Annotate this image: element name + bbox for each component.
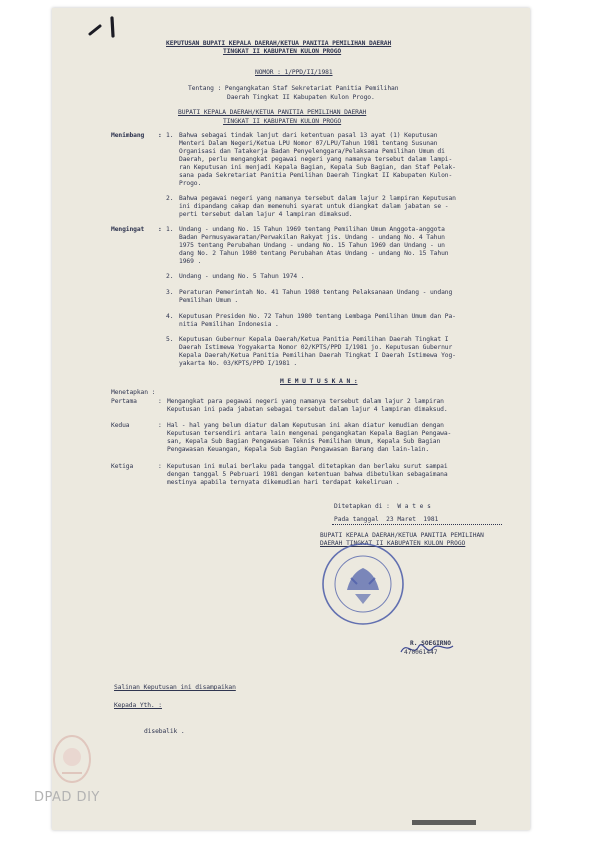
- mengingat-item-4-number: 4.: [166, 313, 174, 320]
- text-line: dengan tanggal 5 Pebruari 1981 dengan ketentuan bahwa dibetulkan sebagaimana: [167, 471, 448, 478]
- text-line: ran Keputusan ini menjadi Kepala Bagian, Kepala Sub Bagian, dan Staf Pelak-: [179, 164, 456, 171]
- decree-number: NOMOR : 1/PPD/II/1981: [255, 69, 333, 76]
- kedua-colon: :: [158, 422, 162, 429]
- official-nip: 470061447: [404, 649, 438, 656]
- ketiga-label: Ketiga: [111, 463, 134, 470]
- pertama-colon: :: [158, 398, 162, 405]
- date-underline: [332, 524, 502, 525]
- mengingat-item-2: Undang - undang No. 5 Tahun 1974 .: [179, 273, 305, 280]
- text-line: Pemilihan Umum .: [179, 297, 239, 304]
- watermark: DPAD DIY: [34, 790, 100, 805]
- header-title-1: KEPUTUSAN BUPATI KEPALA DAERAH/KETUA PANITIA PEMILIHAN DAERAH: [166, 40, 392, 47]
- document-sheet: [52, 8, 530, 830]
- archive-emblem-icon: [50, 733, 94, 785]
- mengingat-item-1-number: 1.: [166, 226, 174, 233]
- text-line: dang No. 2 Tahun 1980 tentang Perubahan Atas Undang - undang No. 15 Tahun: [179, 250, 449, 257]
- text-line: 1969 .: [179, 258, 202, 265]
- header-title-3: BUPATI KEPALA DAERAH/KETUA PANITIA PEMILIHAN DAERAH: [178, 109, 367, 116]
- text-line: Menteri Dalam Negeri/Ketua LPU Nomor 07/LPU/Tahun 1981 tentang Susunan: [179, 140, 438, 147]
- text-line: nitia Pemilihan Indonesia .: [179, 321, 279, 328]
- text-line: 1975 tentang Perubahan Undang - undang No. 15 Tahun 1969 dan Undang - un: [179, 242, 445, 249]
- place-of-issue: Ditetapkan di : W a t e s: [334, 503, 431, 510]
- memutuskan-heading: M E M U T U S K A N :: [280, 378, 358, 385]
- text-line: Undang - undang No. 15 Tahun 1969 tentang Pemilihan Umum Anggota-anggota: [179, 226, 445, 233]
- text-line: Organisasi dan Tatakerja Badan Penyelenggara/Pelaksana Pemilihan Umum di: [179, 148, 445, 155]
- ink-mark: [412, 820, 476, 825]
- text-line: Bahwa pegawai negeri yang namanya tersebut dalam lajur 2 lampiran Keputusan: [179, 195, 456, 202]
- pertama-label: Pertama: [111, 398, 137, 405]
- menimbang-colon: :: [158, 132, 162, 139]
- menetapkan-label: Menetapkan :: [111, 389, 156, 396]
- text-line: Daerah Istimewa Yogyakarta Nomor 02/KPTS/PPD I/1981 jo. Keputusan Gubernur: [179, 344, 453, 351]
- text-line: san, Kepala Sub Bagian Pengawasan Teknis Pemilihan Umum, Kepala Sub Bagian: [167, 438, 441, 445]
- text-line: yakarta No. 03/KPTS/PPD I/1981 .: [179, 360, 298, 367]
- salinan-note: Salinan Keputusan ini disampaikan: [114, 684, 236, 691]
- menimbang-item-1-number: 1.: [166, 132, 174, 139]
- text-line: Kepala Daerah/Ketua Panitia Pemilihan Daerah Tingkat I Daerah Istimewa Yog-: [179, 352, 456, 359]
- disebalik-note: disebalik .: [144, 728, 185, 735]
- mengingat-colon: :: [158, 226, 162, 233]
- text-line: Badan Permusyawaratan/Perwakilan Rakyat jis. Undang - undang No. 4 Tahun: [179, 234, 445, 241]
- header-title-4: TINGKAT II KABUPATEN KULON PROGO: [223, 118, 342, 125]
- mengingat-item-2-number: 2.: [166, 273, 174, 280]
- tentang-line-1: Tentang : Pengangkatan Staf Sekretariat Panitia Pemilihan: [188, 85, 399, 92]
- ketiga-colon: :: [158, 463, 162, 470]
- pen-scribble: [88, 14, 128, 40]
- text-line: Hal - hal yang belum diatur dalam Keputusan ini akan diatur kemudian dengan: [167, 422, 444, 429]
- date-of-issue: Pada tanggal 23 Maret 1981: [334, 516, 439, 523]
- mengingat-item-3-number: 3.: [166, 289, 174, 296]
- text-line: ini dipandang cakap dan memenuhi syarat untuk diangkat dalam jabatan se -: [179, 203, 449, 210]
- text-line: Keputusan ini mulai berlaku pada tanggal ditetapkan dan berlaku surut sampai: [167, 463, 448, 470]
- header-title-2: TINGKAT II KABUPATEN KULON PROGO: [223, 48, 342, 55]
- text-line: perti tersebut dalam lajur 4 lampiran dimaksud.: [179, 211, 353, 218]
- text-line: Progo.: [179, 180, 202, 187]
- text-line: Keputusan Gubernur Kepala Daerah/Ketua Panitia Pemilihan Daerah Tingkat I: [179, 336, 449, 343]
- text-line: Pengawasan Keuangan, Kepala Sub Bagian Pengawasan Barang dan lain-lain.: [167, 446, 430, 453]
- official-title-2: DAERAH TINGKAT II KABUPATEN KULON PROGO: [320, 540, 466, 547]
- official-stamp-icon: [317, 538, 409, 630]
- text-line: Keputusan Presiden No. 72 Tahun 1980 tentang Lembaga Pemilihan Umum dan Pa-: [179, 313, 456, 320]
- text-line: Keputusan ini pada jabatan sebagai tersebut dalam lajur 4 lampiran dimaksud.: [167, 406, 448, 413]
- text-line: mestinya apabila ternyata dikemudian hari terdapat kekeliruan .: [167, 479, 400, 486]
- text-line: Keputusan tersendiri antara lain mengenai pengangkatan Kepala Bagian Pengawa-: [167, 430, 452, 437]
- text-line: Bahwa sebagai tindak lanjut dari ketentuan pasal 13 ayat (1) Keputusan: [179, 132, 438, 139]
- tentang-line-2: Daerah Tingkat II Kabupaten Kulon Progo.: [227, 94, 375, 101]
- mengingat-label: Mengingat: [111, 226, 145, 233]
- text-line: Peraturan Pemerintah No. 41 Tahun 1980 tentang Pelaksanaan Undang - undang: [179, 289, 453, 296]
- menimbang-label: Menimbang: [111, 132, 145, 139]
- kedua-label: Kedua: [111, 422, 130, 429]
- kepada-line: Kepada Yth. :: [114, 702, 162, 709]
- official-title-1: BUPATI KEPALA DAERAH/KETUA PANITIA PEMILIHAN: [320, 532, 484, 539]
- text-line: Mengangkat para pegawai negeri yang namanya tersebut dalam lajur 2 lampiran: [167, 398, 444, 405]
- official-name: R. SOEGIRNO: [410, 640, 451, 647]
- mengingat-item-5-number: 5.: [166, 336, 174, 343]
- menimbang-item-2-number: 2.: [166, 195, 174, 202]
- text-line: Daerah, perlu mengangkat pegawai negeri yang namanya tersebut dalam lampi-: [179, 156, 453, 163]
- text-line: sana pada Sekretariat Panitia Pemilihan Daerah Tingkat II Kabupaten Kulon-: [179, 172, 453, 179]
